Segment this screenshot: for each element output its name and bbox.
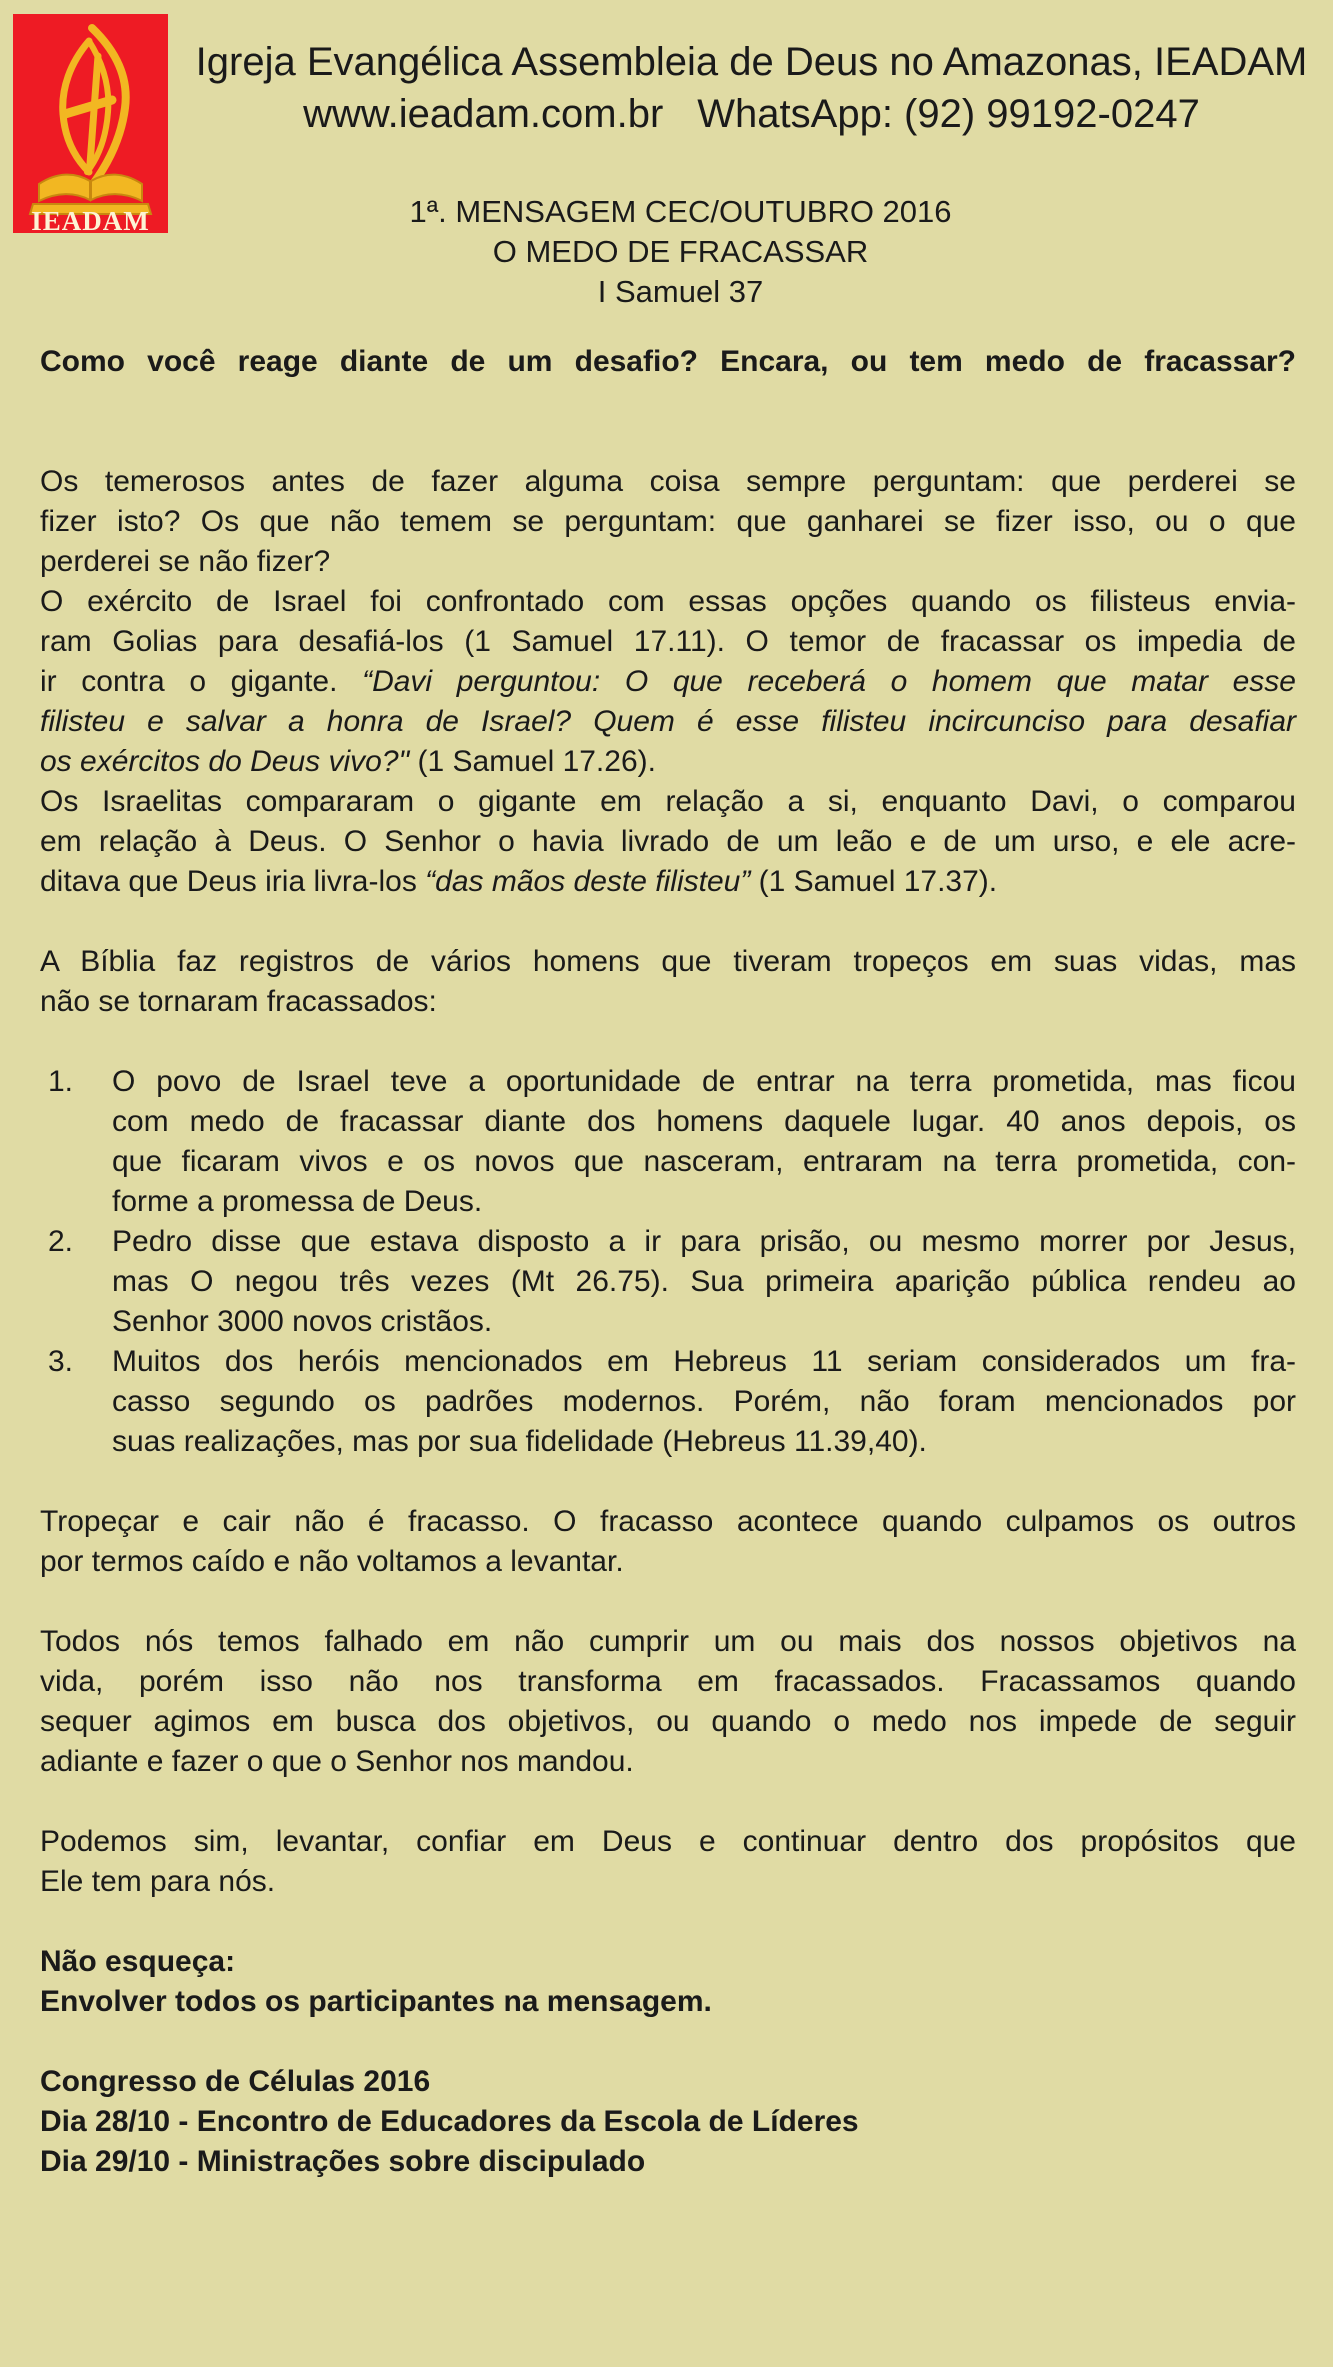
text-segment: forme a promessa de Deus.: [112, 1185, 483, 1218]
text-segment: Dia 28/10 - Encontro de Educadores da Escola de Líderes: [40, 2105, 859, 2138]
rise-up-paragraph: [40, 1822, 1296, 1902]
text-line: [40, 542, 1296, 582]
text-line: [40, 2102, 1296, 2142]
text-line: [40, 582, 1296, 622]
text-line: [40, 702, 1296, 742]
message-number-line: 1ª. MENSAGEM CEC/OUTUBRO 2016: [409, 194, 952, 229]
text-segment: que ficaram vivos e os novos que nasceram, entraram na terra prometida, con-: [112, 1145, 1296, 1178]
text-segment: Os temerosos antes de fazer alguma coisa sempre perguntam: que perderei se: [40, 465, 1296, 498]
scripture-reference: I Samuel 37: [597, 274, 764, 309]
spacer: [40, 1902, 1296, 1942]
text-line: [40, 1862, 1296, 1902]
text-segment: ditava que Deus iria livra-los: [40, 865, 426, 898]
text-line: [40, 342, 1296, 382]
text-segment: Tropeçar e cair não é fracasso. O fracasso acontece quando culpamos os outros: [40, 1505, 1296, 1538]
text-segment: Senhor 3000 novos cristãos.: [112, 1305, 493, 1338]
header-titles: [170, 36, 1333, 140]
list-number: 3.: [48, 1345, 74, 1378]
text-segment: Congresso de Células 2016: [40, 2065, 431, 2098]
text-segment: ram Golias para desafiá-los (1 Samuel 17.11). O temor de fracassar os impedia de: [40, 625, 1296, 658]
text-line: [112, 1142, 1296, 1182]
list-number: 2.: [48, 1225, 74, 1258]
text-line: [40, 1982, 1296, 2022]
opening-question: [40, 342, 1296, 382]
text-line: [40, 982, 1296, 1022]
text-line: [40, 1942, 1296, 1982]
text-segment: Dia 29/10 - Ministrações sobre discipulado: [40, 2145, 646, 2178]
text-line: [40, 742, 1296, 782]
text-line: [40, 1542, 1296, 1582]
text-line: [112, 1182, 1296, 1222]
text-segment: O exército de Israel foi confrontado com essas opções quando os filisteus envia-: [40, 585, 1296, 618]
list-number: 1.: [48, 1065, 74, 1098]
text-line: [40, 1742, 1296, 1782]
contact-line: [170, 88, 1333, 140]
text-line: [40, 1502, 1296, 1542]
text-line: [40, 1702, 1296, 1742]
stumbling-paragraph: [40, 1502, 1296, 1582]
text-segment: não se tornaram fracassados:: [40, 985, 437, 1018]
text-segment: A Bíblia faz registros de vários homens que tiveram tropeços em suas vidas, mas: [40, 945, 1296, 978]
text-segment: (1 Samuel 17.26).: [417, 745, 656, 778]
bible-records-paragraph: [40, 942, 1296, 1022]
text-segment: (1 Samuel 17.37).: [750, 865, 998, 898]
text-line: [40, 862, 1296, 902]
text-line: [40, 462, 1296, 502]
text-segment: Podemos sim, levantar, confiar em Deus e continuar dentro dos propósitos que: [40, 1825, 1296, 1858]
text-line: [40, 1662, 1296, 1702]
svg-text:IEADAM: IEADAM: [31, 206, 150, 233]
text-segment: “Davi perguntou: O que receberá o homem que matar esse: [362, 665, 1296, 698]
spacer: [40, 1782, 1296, 1822]
text-segment: os exércitos do Deus vivo?": [40, 745, 418, 778]
text-segment: em relação à Deus. O Senhor o havia livrado de um leão e de um urso, e ele acre-: [40, 825, 1296, 858]
text-segment: Os Israelitas compararam o gigante em relação a si, enquanto Davi, o comparou: [40, 785, 1296, 818]
church-name: Igreja Evangélica Assembleia de Deus no Amazonas, IEADAM: [195, 40, 1308, 84]
text-segment: O povo de Israel teve a oportunidade de entrar na terra prometida, mas ficou: [112, 1065, 1296, 1098]
spacer: [40, 1462, 1296, 1502]
text-line: [40, 502, 1296, 542]
reminder-note: [40, 1942, 1296, 2022]
text-segment: adiante e fazer o que o Senhor nos mandou.: [40, 1745, 634, 1778]
text-line: [40, 942, 1296, 982]
text-segment: mas O negou três vezes (Mt 26.75). Sua primeira aparição pública rendeu ao: [112, 1265, 1296, 1298]
text-line: [40, 2142, 1296, 2182]
spacer: [40, 1582, 1296, 1622]
text-segment: Não esqueça:: [40, 1945, 236, 1978]
text-segment: Envolver todos os participantes na mensagem.: [40, 1985, 712, 2018]
text-line: [112, 1382, 1296, 1422]
spacer: [40, 1022, 1296, 1062]
text-line: [112, 1342, 1296, 1382]
text-segment: sequer agimos em busca dos objetivos, ou quando o medo nos impede de seguir: [40, 1705, 1296, 1738]
message-heading: [28, 192, 1333, 312]
text-segment: fizer isto? Os que não temem se perguntam: que ganharei se fizer isso, ou o que: [40, 505, 1296, 538]
text-segment: Ele tem para nós.: [40, 1865, 276, 1898]
message-title: O MEDO DE FRACASSAR: [492, 234, 869, 269]
text-segment: Todos nós temos falhado em não cumprir um ou mais dos nossos objetivos na: [40, 1625, 1296, 1658]
text-segment: suas realizações, mas por sua fidelidade (Hebreus 11.39,40).: [112, 1425, 927, 1458]
whatsapp-number: WhatsApp: (92) 99192-0247: [697, 92, 1200, 136]
text-segment: por termos caído e não voltamos a levantar.: [40, 1545, 624, 1578]
text-line: [112, 1062, 1296, 1102]
website-url: www.ieadam.com.br: [303, 92, 664, 136]
israel-goliath-paragraph: [40, 582, 1296, 902]
spacer: [40, 2022, 1296, 2062]
text-segment: com medo de fracassar diante dos homens daquele lugar. 40 anos depois, os: [112, 1105, 1296, 1138]
text-line: [40, 622, 1296, 662]
text-line: [40, 822, 1296, 862]
text-segment: perderei se não fizer?: [40, 545, 331, 578]
text-segment: vida, porém isso não nos transforma em fracassados. Fracassamos quando: [40, 1665, 1296, 1698]
text-segment: “das mãos deste filisteu”: [425, 865, 751, 898]
text-line: [40, 782, 1296, 822]
text-segment: Pedro disse que estava disposto a ir para prisão, ou mesmo morrer por Jesus,: [112, 1225, 1296, 1258]
text-segment: filisteu e salvar a honra de Israel? Quem é esse filisteu incircunciso para desafiar: [40, 705, 1296, 738]
text-line: [112, 1422, 1296, 1462]
document-body: [40, 342, 1296, 2182]
text-line: [112, 1102, 1296, 1142]
text-line: [112, 1302, 1296, 1342]
spacer: [40, 902, 1296, 942]
text-segment: ir contra o gigante.: [40, 665, 363, 698]
spacer: [40, 382, 1296, 462]
we-all-fail-paragraph: [40, 1622, 1296, 1782]
text-line: [40, 662, 1296, 702]
text-line: [112, 1222, 1296, 1262]
text-line: [40, 1622, 1296, 1662]
fearful-vs-fearless-paragraph: [40, 462, 1296, 582]
text-segment: Como você reage diante de um desafio? Encara, ou tem medo de fracassar?: [40, 345, 1296, 378]
text-segment: casso segundo os padrões modernos. Porém, não foram mencionados por: [112, 1385, 1296, 1418]
text-line: [40, 1822, 1296, 1862]
text-line: [40, 2062, 1296, 2102]
numbered-item-3: [40, 1342, 1296, 1462]
congress-announcement: [40, 2062, 1296, 2182]
numbered-item-1: [40, 1062, 1296, 1222]
text-segment: Muitos dos heróis mencionados em Hebreus 11 seriam considerados um fra-: [112, 1345, 1296, 1378]
numbered-item-2: [40, 1222, 1296, 1342]
text-line: [112, 1262, 1296, 1302]
